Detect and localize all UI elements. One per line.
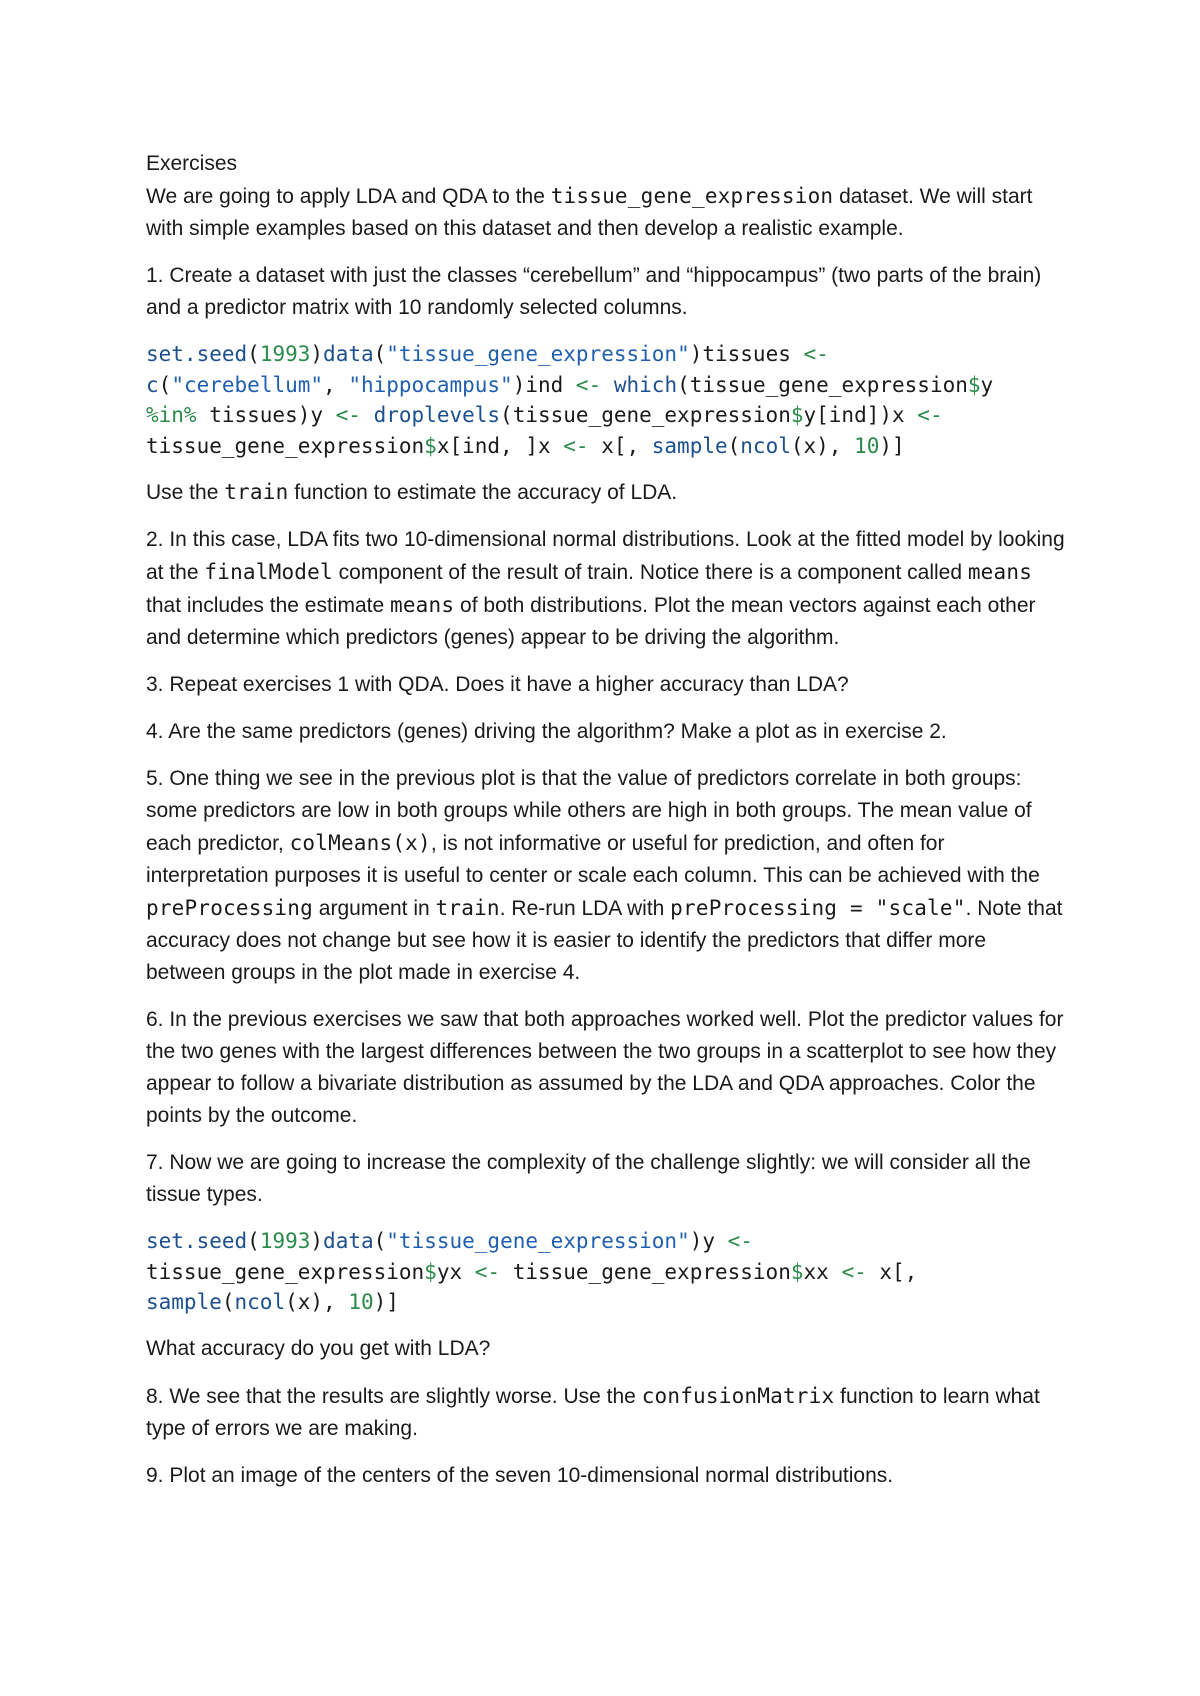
exercise-2: 2. In this case, LDA fits two 10-dimensional normal distributions. Look at the fitted model by looking at the finalModel component of the result of train. Notice there is a component called means that includes the estimate means of both distributions. Plot the mean vectors against each other and determine which predictors (genes) appear to be driving the algorithm. bbox=[146, 528, 1065, 649]
intro-code-1: tissue_gene_expression bbox=[550, 184, 834, 208]
inline-code-preProcessing: preProcessing bbox=[146, 896, 313, 920]
exercise-5: 5. One thing we see in the previous plot is that the value of predictors correlate in both groups: some predictors are low in both groups while others are high in both groups. The mean value of each predictor, colMeans(x), is not informative or useful for prediction, and often for interpretation purposes it is useful to center or scale each column. This can be achieved with the preProcessing argument in train. Re-run LDA with preProcessing = "scale". Note that accuracy does not change but see how it is easier to identify the predictors that differ more between groups in the plot made in exercise 4. bbox=[146, 767, 1063, 984]
inline-code-preProcessing-scale: preProcessing = "scale" bbox=[670, 896, 966, 920]
exercise-7-followup: What accuracy do you get with LDA? bbox=[146, 1336, 491, 1360]
inline-code-train: train bbox=[224, 480, 289, 504]
heading: Exercises bbox=[146, 152, 238, 175]
exercise-9: 9. Plot an image of the centers of the seven 10-dimensional normal distributions. bbox=[146, 1463, 894, 1487]
inline-code-confusionMatrix: confusionMatrix bbox=[641, 1383, 835, 1408]
inline-code-finalModel: finalModel bbox=[204, 560, 333, 584]
inline-code-means-2: means bbox=[389, 593, 455, 617]
inline-code-colMeans: colMeans(x) bbox=[289, 831, 431, 855]
intro-text-1: We are going to apply LDA and QDA to the bbox=[146, 185, 551, 208]
exercise-4: 4. Are the same predictors (genes) driving the algorithm? Make a plot as in exercise 2. bbox=[146, 720, 947, 743]
document-body bbox=[146, 148, 1066, 1507]
code-block-1: set.seed(1993)data("tissue_gene_expression")tissues <- c("cerebellum", "hippocampus")ind <- which(tissue_gene_expression$y %in% tissues)y <- droplevels(tissue_gene_expression$y[ind])x <- tissue_gene_expression$x[ind, ]x <- x[, sample(ncol(x), 10)] bbox=[146, 342, 994, 458]
inline-code-train-2: train bbox=[435, 896, 500, 920]
code-block-2: set.seed(1993)data("tissue_gene_expression")y <- tissue_gene_expression$yx <- tissue_gene_expression$xx <- x[, sample(ncol(x), 10)] bbox=[146, 1229, 918, 1314]
exercise-7: 7. Now we are going to increase the complexity of the challenge slightly: we will consider all the tissue types. bbox=[146, 1151, 1031, 1206]
intro-text-2: dataset. We will start with simple examples based on this dataset and then develop a realistic example. bbox=[146, 185, 1033, 240]
exercise-1: 1. Create a dataset with just the classes “cerebellum” and “hippocampus” (two parts of the brain) and a predictor matrix with 10 randomly selected columns. bbox=[146, 264, 1042, 319]
exercise-6: 6. In the previous exercises we saw that both approaches worked well. Plot the predictor values for the two genes with the largest differences between the two groups in a scatterplot to see how they appear to follow a bivariate distribution as assumed by the LDA and QDA approaches. Color the points by the outcome. bbox=[146, 1008, 1064, 1127]
exercise-8: 8. We see that the results are slightly worse. Use the confusionMatrix function to learn what type of errors we are making. bbox=[146, 1383, 1040, 1440]
inline-code-means: means bbox=[967, 560, 1033, 584]
exercise-1-followup: Use the train function to estimate the accuracy of LDA. bbox=[146, 480, 678, 504]
exercise-3: 3. Repeat exercises 1 with QDA. Does it have a higher accuracy than LDA? bbox=[146, 673, 849, 696]
intro-paragraph bbox=[146, 180, 1066, 245]
